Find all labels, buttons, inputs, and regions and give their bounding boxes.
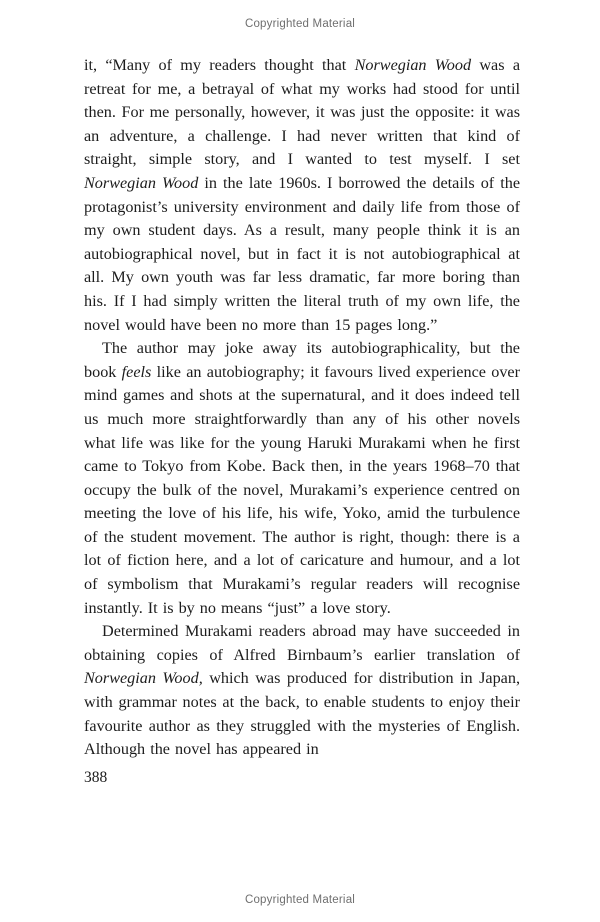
text-run: The author may joke away its autobiographicality, but the book <box>84 339 520 381</box>
text-run: it, “Many of my readers thought that <box>84 56 355 74</box>
text-run: in the late 1960s. I borrowed the details of the protagonist’s university environment and daily life from those of my own student days. As a result, many people think it is an autobiographical novel, but in fact it is not autobiographical at all. My own youth was far less dramatic, far more boring than his. If I had simply written the literal truth of my own life, the novel would have been no more than 15 pages long.” <box>84 173 521 334</box>
page-body <box>84 54 520 787</box>
text-run: was a retreat for me, a betrayal of what my works had stood for until then. For me personally, however, it was just the opposite: it was an adventure, a challenge. I had never written that kind of straight, simple story, and I wanted to test myself. I set <box>84 56 521 169</box>
copyright-text-top: Copyrighted Material <box>244 18 356 30</box>
copyright-banner-top <box>0 18 600 30</box>
page-number: 388 <box>84 768 108 786</box>
paragraph <box>84 620 520 762</box>
copyright-text-bottom: Copyrighted Material <box>244 894 356 906</box>
italic-text-run: Norwegian Wood, <box>84 669 203 688</box>
paragraph <box>84 54 520 337</box>
copyright-banner-bottom <box>0 894 600 906</box>
page-text <box>84 54 520 762</box>
text-run: which was produced for distribution in Japan, with grammar notes at the back, to enable students to enjoy their favourite author as they struggled with the mysteries of English. Although the novel has appeared in <box>84 669 520 759</box>
italic-text-run: feels <box>121 362 152 381</box>
paragraph <box>84 337 520 620</box>
text-run: like an autobiography; it favours lived experience over mind games and shots at the supernatural, and it does indeed tell us much more straightforwardly than any of his other novels what life was like for the young Haruki Murakami when he first came to Tokyo from Kobe. Back then, in the years 1968–70 that occupy the bulk of the novel, Murakami’s experience centred on meeting the love of his life, his wife, Yoko, amid the turbulence of the student movement. The author is right, though: there is a lot of fiction here, and a lot of caricature and humour, and a lot of symbolism that Murakami’s regular readers will recognise instantly. It is by no means “just” a love story. <box>84 362 520 617</box>
italic-text-run: Norwegian Wood <box>354 56 472 74</box>
italic-text-run: Norwegian Wood <box>84 173 199 192</box>
text-run: Determined Murakami readers abroad may have succeeded in obtaining copies of Alfred Birnbaum’s earlier translation of <box>84 622 520 664</box>
